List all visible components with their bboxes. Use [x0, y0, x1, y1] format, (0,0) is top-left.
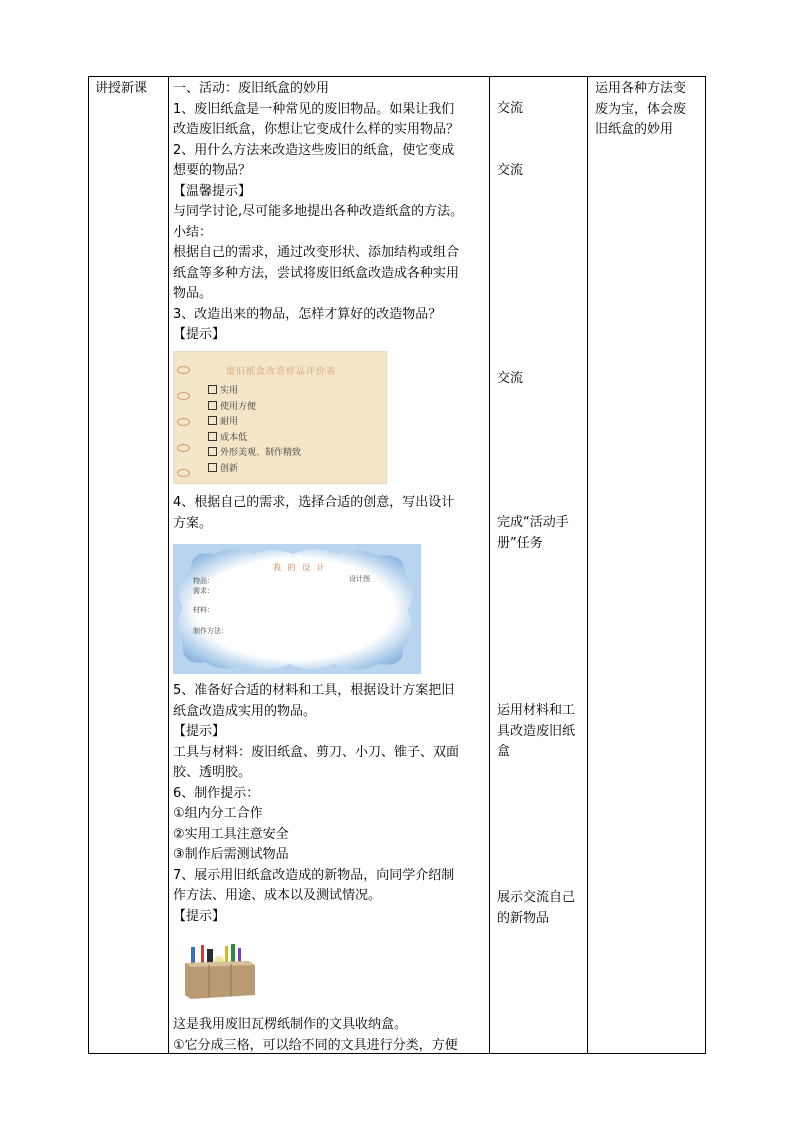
content-line: 3、改造出来的物品，怎样才算好的改造物品？: [173, 306, 442, 322]
design-field: 物品：: [193, 577, 214, 585]
content-line: 纸盒等多种方法，尝试将废旧纸盒改造成各种实用: [173, 265, 460, 281]
content-line: 这是我用废旧瓦楞纸制作的文具收纳盒。: [173, 1017, 408, 1032]
checkbox-icon: [208, 401, 217, 410]
content-line: 根据自己的需求，通过改变形状、添加结构或组合: [173, 245, 460, 260]
content-line: 胶、透明胶。: [173, 765, 252, 780]
checklist-item: 创新: [208, 462, 301, 478]
checklist-item: 耐用: [208, 415, 301, 431]
content-line: ③制作后需测试物品: [173, 847, 289, 862]
content-line: 小结：: [173, 224, 213, 240]
design-field: 需求：: [193, 587, 214, 595]
content-line: 想要的物品？: [173, 163, 252, 178]
content-line: 改造废旧纸盒，你想让它变成什么样的实用物品？: [173, 122, 460, 137]
content-line: 【温馨提示】: [173, 183, 252, 199]
column-divider: [587, 77, 588, 1053]
evaluation-form-title: 废旧纸盒改造样品评价表: [226, 367, 337, 377]
checklist-item: 实用: [208, 384, 301, 400]
evaluation-checklist: [208, 384, 301, 477]
evaluation-form-image: [173, 351, 387, 484]
content-line: 工具与材料：废旧纸盒、剪刀、小刀、锥子、双面: [173, 744, 460, 760]
checklist-item: 外形美观、制作精致: [208, 446, 301, 462]
content-line: ②实用工具注意安全: [173, 826, 289, 842]
content-line: ①它分成三格，可以给不同的文具进行分类，方便: [173, 1037, 458, 1053]
content-line: 物品。: [173, 286, 213, 301]
teaching-content: [173, 493, 483, 534]
student-activity: 交流: [497, 101, 524, 116]
content-line: 方案。: [173, 515, 213, 531]
teaching-content: [173, 1015, 483, 1056]
content-line: 7、展示用旧纸盒改造成的新物品，向同学介绍制: [173, 867, 455, 883]
content-line: 1、废旧纸盒是一种常见的废旧物品。如果让我们: [173, 101, 455, 117]
teaching-content: [173, 681, 483, 927]
content-line: 6、制作提示：: [173, 785, 260, 801]
teaching-content: [173, 79, 483, 346]
binder-ring-icon: [177, 366, 190, 374]
checklist-item: 使用方便: [208, 400, 301, 416]
design-field: 材料：: [193, 606, 214, 614]
content-line: 与同学讨论,尽可能多地提出各种改造纸盒的方法。: [173, 204, 464, 219]
design-plan-title: 我 的 设 计: [273, 563, 327, 572]
checkbox-icon: [208, 416, 217, 425]
binder-ring-icon: [177, 469, 190, 477]
student-activity: 展示交流自己 的新物品: [497, 890, 576, 926]
design-plan-image: [173, 544, 421, 674]
row-label: 讲授新课: [95, 81, 148, 96]
content-line: 2、用什么方法来改造这些废旧的纸盒，使它变成: [173, 142, 455, 158]
checkbox-icon: [208, 432, 217, 441]
checkbox-icon: [208, 447, 217, 456]
student-activity: 交流: [497, 163, 524, 178]
content-line: 【提示】: [173, 724, 226, 739]
binder-ring-icon: [177, 392, 190, 400]
design-diagram-label: 设计图: [349, 575, 370, 583]
student-activity: 交流: [497, 371, 524, 386]
binder-ring-icon: [177, 444, 190, 452]
content-line: 5、准备好合适的材料和工具，根据设计方案把旧: [173, 683, 455, 698]
design-field: 制作方法：: [193, 627, 228, 635]
content-line: ①组内分工合作: [173, 806, 263, 821]
column-divider: [168, 77, 169, 1053]
student-activity: 运用材料和工 具改造废旧纸 盒: [497, 703, 576, 759]
content-line: 纸盒改造成实用的物品。: [173, 703, 317, 719]
design-intent: 运用各种方法变 废为宝，体会废 旧纸盒的妙用: [595, 81, 687, 137]
student-activity: 完成“活动手 册”任务: [497, 515, 569, 551]
lesson-table: [88, 76, 706, 1054]
content-line: 【提示】: [173, 908, 226, 924]
column-divider: [489, 77, 490, 1053]
stationery-box-icon: [181, 943, 259, 1001]
stationery-box-photo: [181, 943, 259, 1001]
checklist-item: 成本低: [208, 431, 301, 447]
checkbox-icon: [208, 463, 217, 472]
content-line: 【提示】: [173, 327, 226, 342]
binder-ring-icon: [177, 418, 190, 426]
content-line: 一、活动：废旧纸盒的妙用: [173, 81, 330, 96]
content-line: 4、根据自己的需求，选择合适的创意，写出设计: [173, 495, 455, 510]
checkbox-icon: [208, 385, 217, 394]
content-line: 作方法、用途、成本以及测试情况。: [173, 888, 382, 903]
